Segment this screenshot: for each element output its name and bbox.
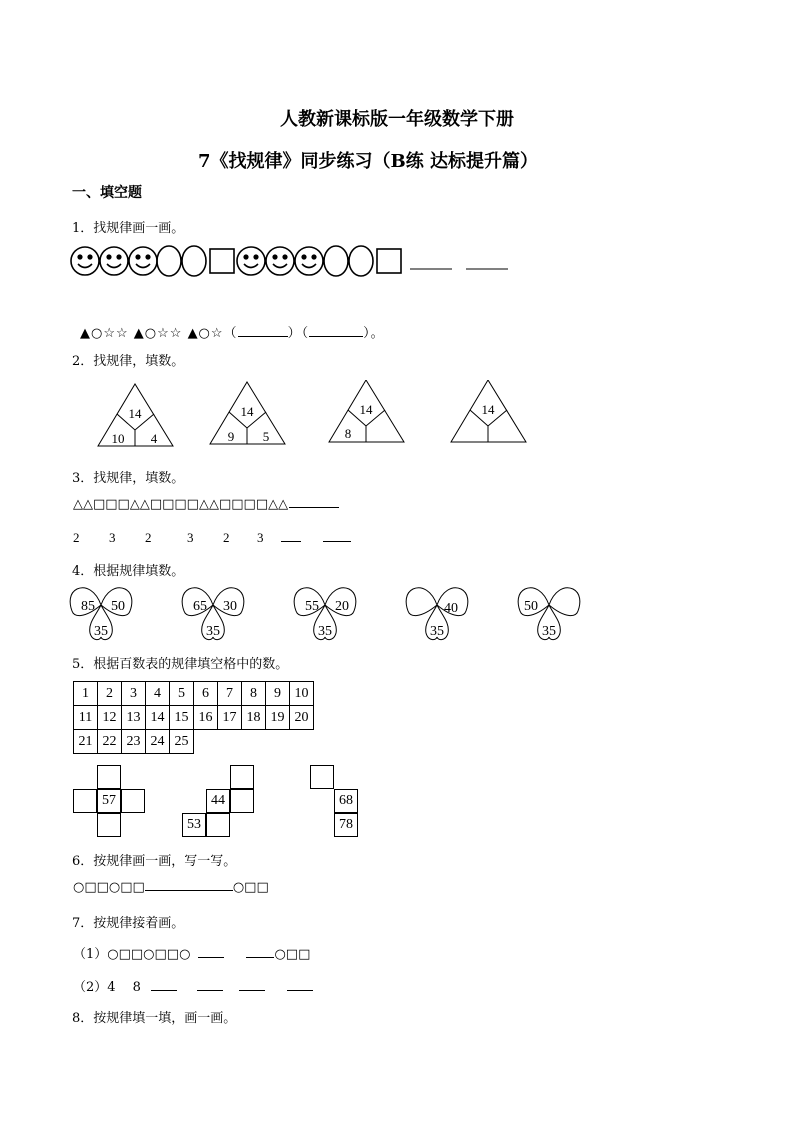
answer-cell[interactable] (73, 789, 97, 813)
q1-sequence-2 (80, 322, 385, 341)
table-cell: 14 (146, 706, 170, 730)
q3-number: 3 (187, 530, 194, 545)
question-1-label: 1．找规律画一画。 (72, 221, 185, 236)
table-cell: 20 (290, 706, 314, 730)
triangle-2-left: 9 (227, 429, 235, 444)
answer-blank[interactable] (281, 541, 301, 542)
table-row (74, 682, 314, 706)
table-cell: 24 (146, 730, 170, 754)
answer-blank[interactable] (246, 957, 274, 958)
clover-2-bottom: 35 (206, 624, 220, 639)
triangle-2-right: 5 (262, 429, 270, 444)
puzzle-cell: 78 (334, 813, 358, 837)
q4-clovers (66, 583, 586, 645)
clover-2-left: 65 (193, 599, 207, 614)
answer-blank[interactable] (238, 336, 288, 337)
answer-cell[interactable] (97, 765, 121, 789)
clover-1-bottom: 35 (94, 624, 108, 639)
clover-5-bottom: 35 (542, 624, 556, 639)
table-cell: 19 (266, 706, 290, 730)
smiley-icon (129, 247, 157, 275)
table-cell: 10 (290, 682, 314, 706)
table-row (74, 730, 314, 754)
question-3-label: 3．找规律，填数。 (72, 471, 185, 486)
triangle-2-top: 14 (240, 404, 254, 419)
oval-icon (324, 246, 348, 276)
q7-p1-prefix: （1）○□□○□□○ (73, 947, 191, 962)
triangle-1-top: 14 (128, 406, 142, 421)
question-6-label: 6．按规律画一画，写一写。 (72, 854, 237, 869)
smiley-icon (266, 247, 294, 275)
oval-icon (349, 246, 373, 276)
q6-sequence (73, 880, 269, 895)
question-4-label: 4．根据规律填数。 (72, 564, 185, 579)
clover-2-right: 30 (223, 599, 237, 614)
question-2-label: 2．找规律，填数。 (72, 354, 185, 369)
clover-1-left: 85 (81, 599, 95, 614)
clover-3-left: 55 (305, 599, 319, 614)
answer-blank[interactable] (323, 541, 351, 542)
answer-cell[interactable] (206, 813, 230, 837)
answer-cell[interactable] (121, 789, 145, 813)
triangle-4-top: 14 (481, 402, 495, 417)
triangle-1-right: 4 (150, 431, 158, 446)
question-7-label: 7．按规律接着画。 (72, 916, 185, 931)
table-cell: 25 (170, 730, 194, 754)
table-cell: 17 (218, 706, 242, 730)
table-row (74, 706, 314, 730)
table-cell: 21 (74, 730, 98, 754)
puzzle-cell: 53 (182, 813, 206, 837)
table-cell: 7 (218, 682, 242, 706)
question-5-label: 5．根据百数表的规律填空格中的数。 (72, 657, 289, 672)
clover-3-right: 20 (335, 599, 349, 614)
square-icon (210, 249, 234, 273)
triangle-3-left: 8 (344, 426, 352, 441)
clover-4-right: 40 (444, 601, 458, 616)
clover-5-left: 50 (524, 599, 538, 614)
q6-start: ○□□○□□ (73, 880, 145, 895)
smiley-icon (295, 247, 323, 275)
smiley-icon (71, 247, 99, 275)
puzzle-cell: 68 (334, 789, 358, 813)
table-cell: 6 (194, 682, 218, 706)
clover-3-bottom: 35 (318, 624, 332, 639)
clover-4-bottom: 35 (430, 624, 444, 639)
q3-number: 2 (73, 530, 80, 545)
q3-number: 3 (109, 530, 116, 545)
table-cell: 16 (194, 706, 218, 730)
triangle-3-top: 14 (359, 402, 373, 417)
table-cell: 3 (122, 682, 146, 706)
q1-seq2-end: ）。 (363, 326, 385, 341)
q6-end: ○□□ (232, 880, 269, 895)
smiley-icon (237, 247, 265, 275)
table-cell: 11 (74, 706, 98, 730)
q3-number: 3 (257, 530, 264, 545)
answer-blank[interactable] (198, 957, 224, 958)
table-cell: 15 (170, 706, 194, 730)
question-8-label: 8．按规律填一填，画一画。 (72, 1011, 237, 1026)
q7-p2-prefix: （2）4 8 (73, 980, 141, 995)
q1-seq2-text: ▲○☆☆ ▲○☆☆ ▲○☆（ (80, 326, 238, 341)
answer-blank[interactable] (145, 890, 233, 891)
table-cell: 12 (98, 706, 122, 730)
table-cell: 1 (74, 682, 98, 706)
answer-cell[interactable] (310, 765, 334, 789)
q1-seq2-mid: ）（ (287, 326, 310, 341)
table-cell: 5 (170, 682, 194, 706)
answer-cell[interactable] (97, 813, 121, 837)
answer-blank[interactable] (239, 990, 265, 991)
answer-cell[interactable] (230, 765, 254, 789)
square-icon (377, 249, 401, 273)
answer-cell[interactable] (230, 789, 254, 813)
q3-shapes-text: △△□□□△△□□□□△△□□□□△△ (73, 497, 289, 512)
triangle-1-left: 10 (111, 431, 125, 446)
answer-blank[interactable] (287, 990, 313, 991)
page-subtitle: 7《找规律》同步练习（B练 达标提升篇） (198, 151, 539, 172)
q3-number-sequence (73, 530, 351, 546)
puzzle-cell: 57 (97, 789, 121, 813)
q7-p1-end: ○□□ (274, 947, 311, 962)
page-title: 人教新课标版一年级数学下册 (280, 109, 514, 130)
section-heading: 一、填空题 (72, 185, 142, 201)
q7-part-1 (73, 943, 310, 962)
oval-icon (157, 246, 181, 276)
table-cell: 22 (98, 730, 122, 754)
q7-part-2 (73, 976, 313, 995)
q3-number: 2 (145, 530, 152, 545)
puzzle-cell: 44 (206, 789, 230, 813)
table-cell: 18 (242, 706, 266, 730)
q1-shape-sequence (70, 244, 520, 278)
table-cell: 9 (266, 682, 290, 706)
q3-number: 2 (223, 530, 230, 545)
q2-triangles (90, 380, 540, 448)
table-cell: 13 (122, 706, 146, 730)
answer-blank[interactable] (151, 990, 177, 991)
table-cell: 2 (98, 682, 122, 706)
answer-blank[interactable] (309, 336, 363, 337)
table-cell: 4 (146, 682, 170, 706)
answer-blank[interactable] (289, 507, 339, 508)
oval-icon (182, 246, 206, 276)
table-cell: 8 (242, 682, 266, 706)
q3-shape-sequence (73, 497, 339, 512)
smiley-icon (100, 247, 128, 275)
hundred-chart (73, 681, 314, 754)
answer-blank[interactable] (197, 990, 223, 991)
table-cell: 23 (122, 730, 146, 754)
clover-1-right: 50 (111, 599, 125, 614)
